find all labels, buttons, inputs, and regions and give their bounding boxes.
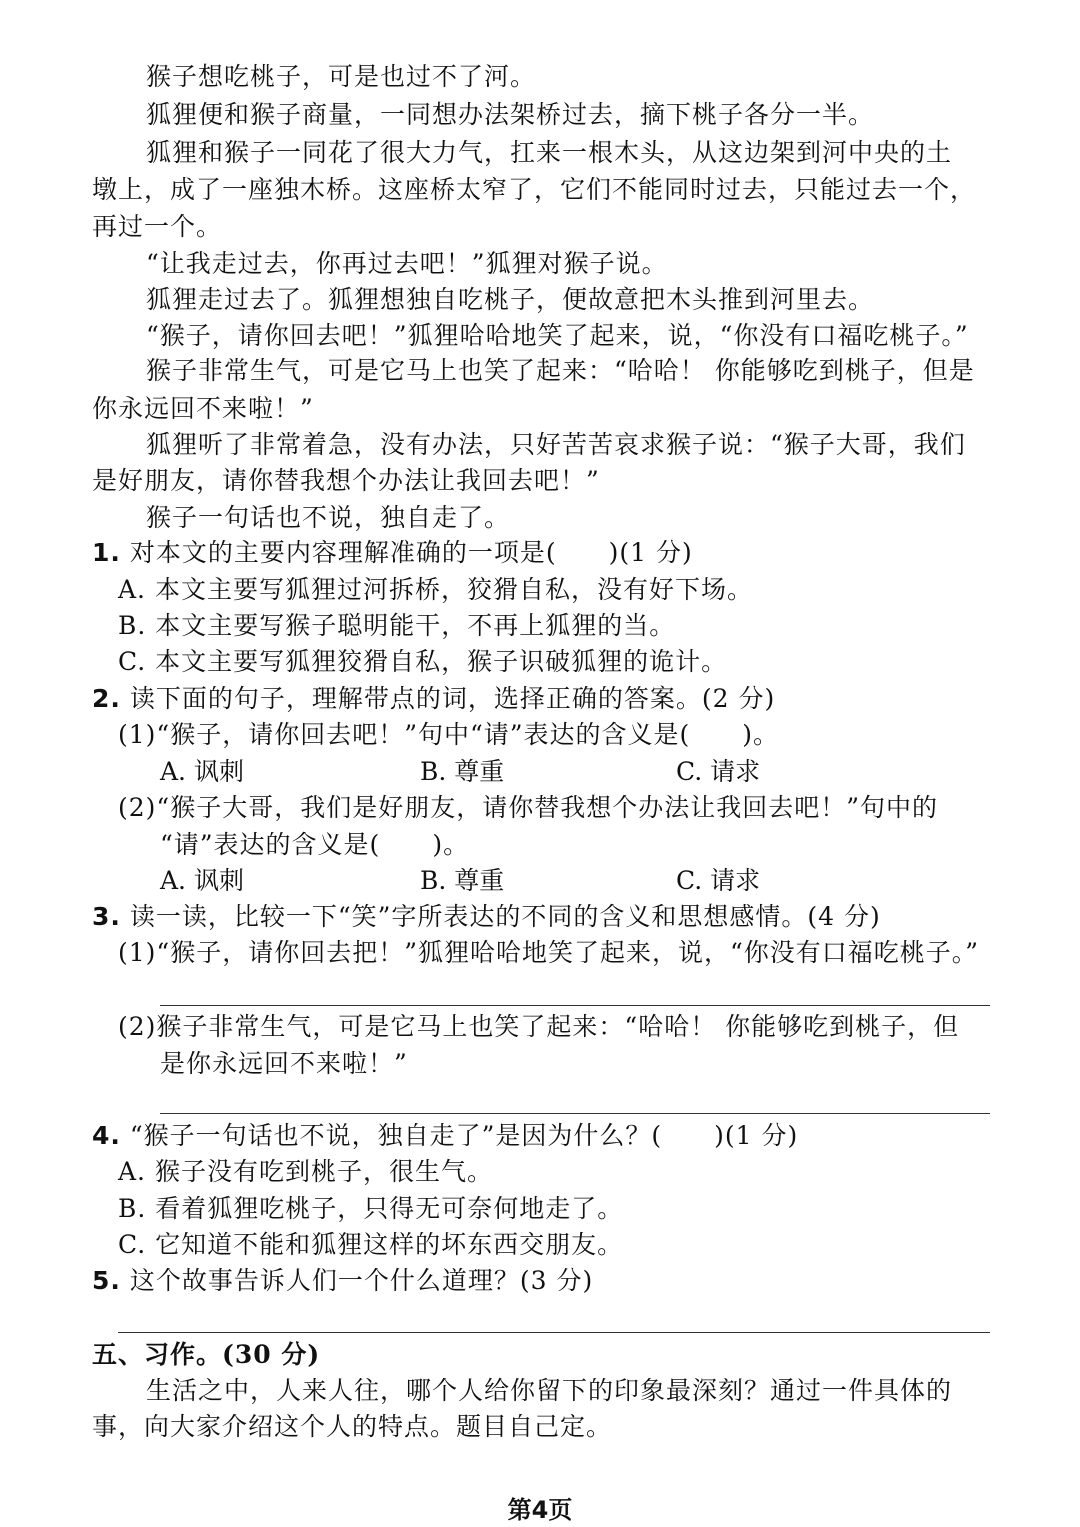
question-number: 1. [92, 538, 121, 567]
sub-question-2-cont: “请”表达的含义是( )。 [160, 830, 470, 859]
option-c[interactable]: C. 本文主要写狐狸狡猾自私，猴子识破狐狸的诡计。 [118, 647, 728, 676]
story-line: 再过一个。 [92, 212, 223, 241]
story-line: “猴子，请你回去吧！”狐狸哈哈地笑了起来，说，“你没有口福吃桃子。” [146, 321, 969, 350]
question-number: 2. [92, 684, 121, 713]
page-number: 第4页 [507, 1496, 573, 1524]
story-line: 你永远回不来啦！” [92, 394, 314, 423]
answer-line[interactable] [160, 1113, 990, 1114]
question-text: 读一读，比较一下“笑”字所表达的不同的含义和思想感情。(4 分) [129, 902, 881, 931]
sub-question-2: (2)“猴子大哥，我们是好朋友，请你替我想个办法让我回去吧！”句中的 [118, 793, 938, 822]
choice-b[interactable]: B. 尊重 [420, 757, 505, 786]
question-text: 对本文的主要内容理解准确的一项是( )(1 分) [129, 538, 693, 567]
story-line: 狐狸便和猴子商量，一同想办法架桥过去，摘下桃子各分一半。 [146, 100, 875, 129]
option-c[interactable]: C. 它知道不能和狐狸这样的坏东西交朋友。 [118, 1230, 624, 1259]
option-b[interactable]: B. 本文主要写猴子聪明能干，不再上狐狸的当。 [118, 611, 676, 640]
story-line: 是好朋友，请你替我想个办法让我回去吧！” [92, 466, 600, 495]
option-b[interactable]: B. 看着狐狸吃桃子，只得无可奈何地走了。 [118, 1194, 624, 1223]
question-3 [92, 902, 881, 932]
choice-a[interactable]: A. 讽刺 [160, 757, 244, 786]
question-2 [92, 684, 775, 714]
choice-a[interactable]: A. 讽刺 [160, 866, 244, 895]
question-4 [92, 1121, 798, 1151]
answer-line[interactable] [160, 1005, 990, 1006]
answer-line[interactable] [118, 1332, 990, 1333]
story-line: 狐狸走过去了。狐狸想独自吃桃子，便故意把木头推到河里去。 [146, 285, 875, 314]
essay-prompt: 事，向大家介绍这个人的特点。题目自己定。 [92, 1412, 613, 1441]
story-line: 墩上，成了一座独木桥。这座桥太窄了，它们不能同时过去，只能过去一个， [92, 175, 977, 204]
sub-question-2-cont: 是你永远回不来啦！” [160, 1049, 408, 1078]
question-5 [92, 1266, 593, 1296]
choice-c[interactable]: C. 请求 [676, 866, 761, 895]
choice-c[interactable]: C. 请求 [676, 757, 761, 786]
question-number: 4. [92, 1121, 121, 1150]
option-a[interactable]: A. 本文主要写狐狸过河拆桥，狡猾自私，没有好下场。 [118, 575, 753, 604]
sub-question-2: (2)猴子非常生气，可是它马上也笑了起来：“哈哈！ 你能够吃到桃子，但 [118, 1012, 960, 1041]
sub-question-1: (1)“猴子，请你回去吧！”句中“请”表达的含义是( )。 [118, 720, 780, 749]
story-line: 狐狸听了非常着急，没有办法，只好苦苦哀求猴子说：“猴子大哥，我们 [146, 430, 966, 459]
question-text: “猴子一句话也不说，独自走了”是因为什么？( )(1 分) [129, 1121, 799, 1150]
story-line: 猴子一句话也不说，独自走了。 [146, 503, 511, 532]
question-text: 读下面的句子，理解带点的词，选择正确的答案。(2 分) [129, 684, 776, 713]
story-line: “让我走过去，你再过去吧！”狐狸对猴子说。 [146, 249, 668, 278]
question-1 [92, 538, 693, 568]
story-line: 狐狸和猴子一同花了很大力气，扛来一根木头，从这边架到河中央的土 [146, 138, 953, 167]
option-a[interactable]: A. 猴子没有吃到桃子，很生气。 [118, 1157, 493, 1186]
choice-b[interactable]: B. 尊重 [420, 866, 505, 895]
question-number: 3. [92, 902, 121, 931]
question-text: 这个故事告诉人们一个什么道理？(3 分) [129, 1266, 594, 1295]
essay-prompt: 生活之中，人来人往，哪个人给你留下的印象最深刻？通过一件具体的 [146, 1376, 953, 1405]
story-line: 猴子想吃桃子，可是也过不了河。 [146, 62, 537, 91]
section-title: 五、习作。(30 分) [92, 1340, 321, 1369]
story-line: 猴子非常生气，可是它马上也笑了起来：“哈哈！ 你能够吃到桃子，但是 [146, 356, 975, 385]
question-number: 5. [92, 1266, 121, 1295]
sub-question-1: (1)“猴子，请你回去把！”狐狸哈哈地笑了起来，说，“你没有口福吃桃子。” [118, 938, 980, 967]
